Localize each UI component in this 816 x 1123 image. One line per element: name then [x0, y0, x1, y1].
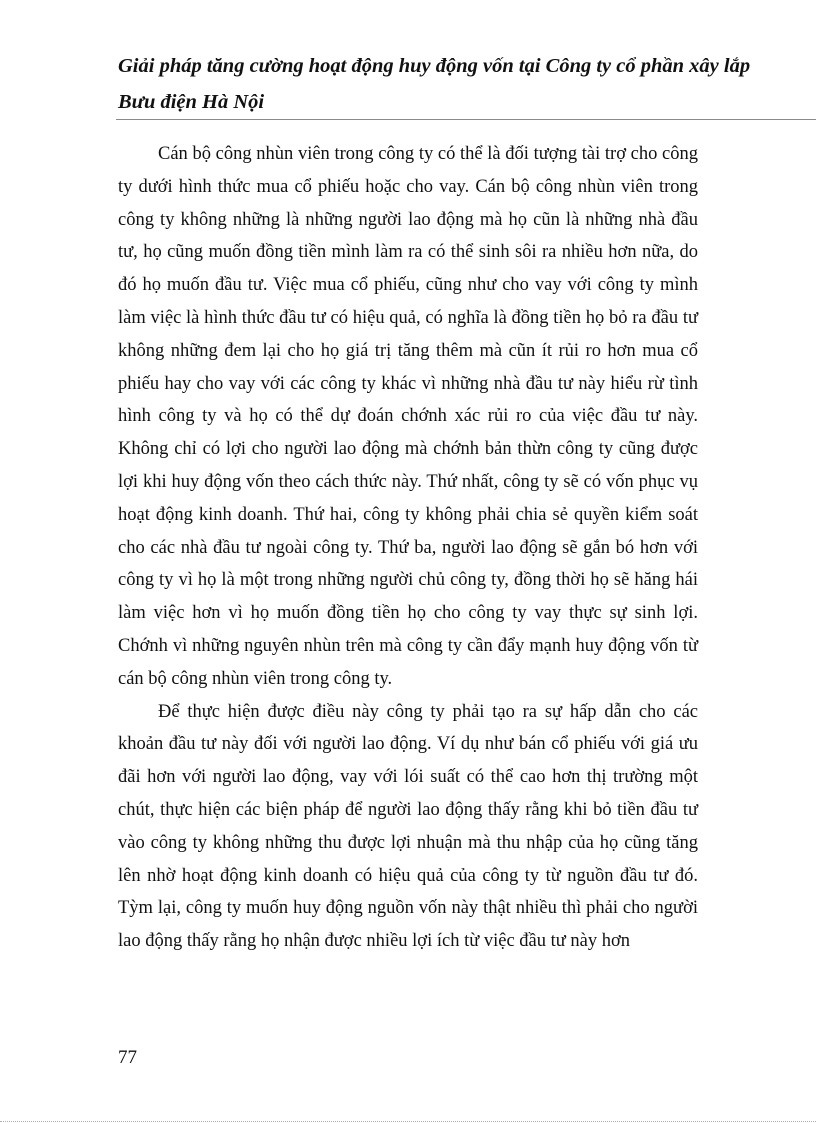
body-text: [118, 138, 698, 958]
paragraph-2: Để thực hiện được điều này công ty phải tạo ra sự hấp dẫn cho các khoản đầu tư này đối với người lao động. Ví dụ như bán cổ phiếu với giá ưu đãi hơn với người lao động, vay với lói suất có thể cao hơn thị trường một chút, thực hiện các biện pháp để người lao động thấy rằng khi bỏ tiền đầu tư vào công ty không những thu được lợi nhuận mà thu nhập của họ cũng tăng lên nhờ hoạt động kinh doanh có hiệu quả của công ty từ nguồn đầu tư đó. Tỳm lại, công ty muốn huy động nguồn vốn này thật nhiều thì phải cho người lao động thấy rằng họ nhận được nhiều lợi ích từ việc đầu tư này hơn: [118, 701, 698, 952]
header-rule: [116, 119, 816, 120]
running-header: [118, 48, 808, 120]
paragraph-1: Cán bộ công nhùn viên trong công ty có thể là đối tượng tài trợ cho công ty dưới hình thức mua cổ phiếu hoặc cho vay. Cán bộ công nhùn viên trong công ty không những là những người lao động mà họ cũn là những nhà đầu tư, họ cũng muốn đồng tiền mình làm ra có thể sinh sôi ra nhiều hơn nữa, do đó họ muốn đầu tư. Việc mua cổ phiếu, cũng như cho vay với công ty mình làm việc là hình thức đầu tư có hiệu quả, có nghĩa là đồng tiền họ bỏ ra đầu tư không những đem lại cho họ giá trị tăng thêm mà cũn ít rủi ro hơn mua cổ phiếu hay cho vay với các công ty khác vì những nhà đầu tư này hiểu rừ tình hình công ty và họ có thể dự đoán chớnh xác rủi ro của việc đầu tư này. Không chỉ có lợi cho người lao động mà chớnh bản thừn công ty cũng được lợi khi huy động vốn theo cách thức này. Thứ nhất, công ty sẽ có vốn phục vụ hoạt động kinh doanh. Thứ hai, công ty không phải chia sẻ quyền kiểm soát cho các nhà đầu tư ngoài công ty. Thứ ba, người lao động sẽ gắn bó hơn với công ty vì họ là một trong những người chủ công ty, đồng thời họ sẽ hăng hái làm việc hơn vì họ muốn đồng tiền họ cho công ty vay thực sự sinh lợi. Chớnh vì những nguyên nhùn trên mà công ty cần đẩy mạnh huy động vốn từ cán bộ công nhùn viên trong công ty.: [118, 144, 698, 689]
page-bottom-border: [0, 1121, 816, 1122]
header-title-line-1: Giải pháp tăng cường hoạt động huy động vốn tại Công ty cổ phần xây lắp: [118, 55, 751, 77]
header-title-line-2: Bưu điện Hà Nội: [118, 91, 265, 113]
page-number: 77: [118, 1047, 137, 1068]
